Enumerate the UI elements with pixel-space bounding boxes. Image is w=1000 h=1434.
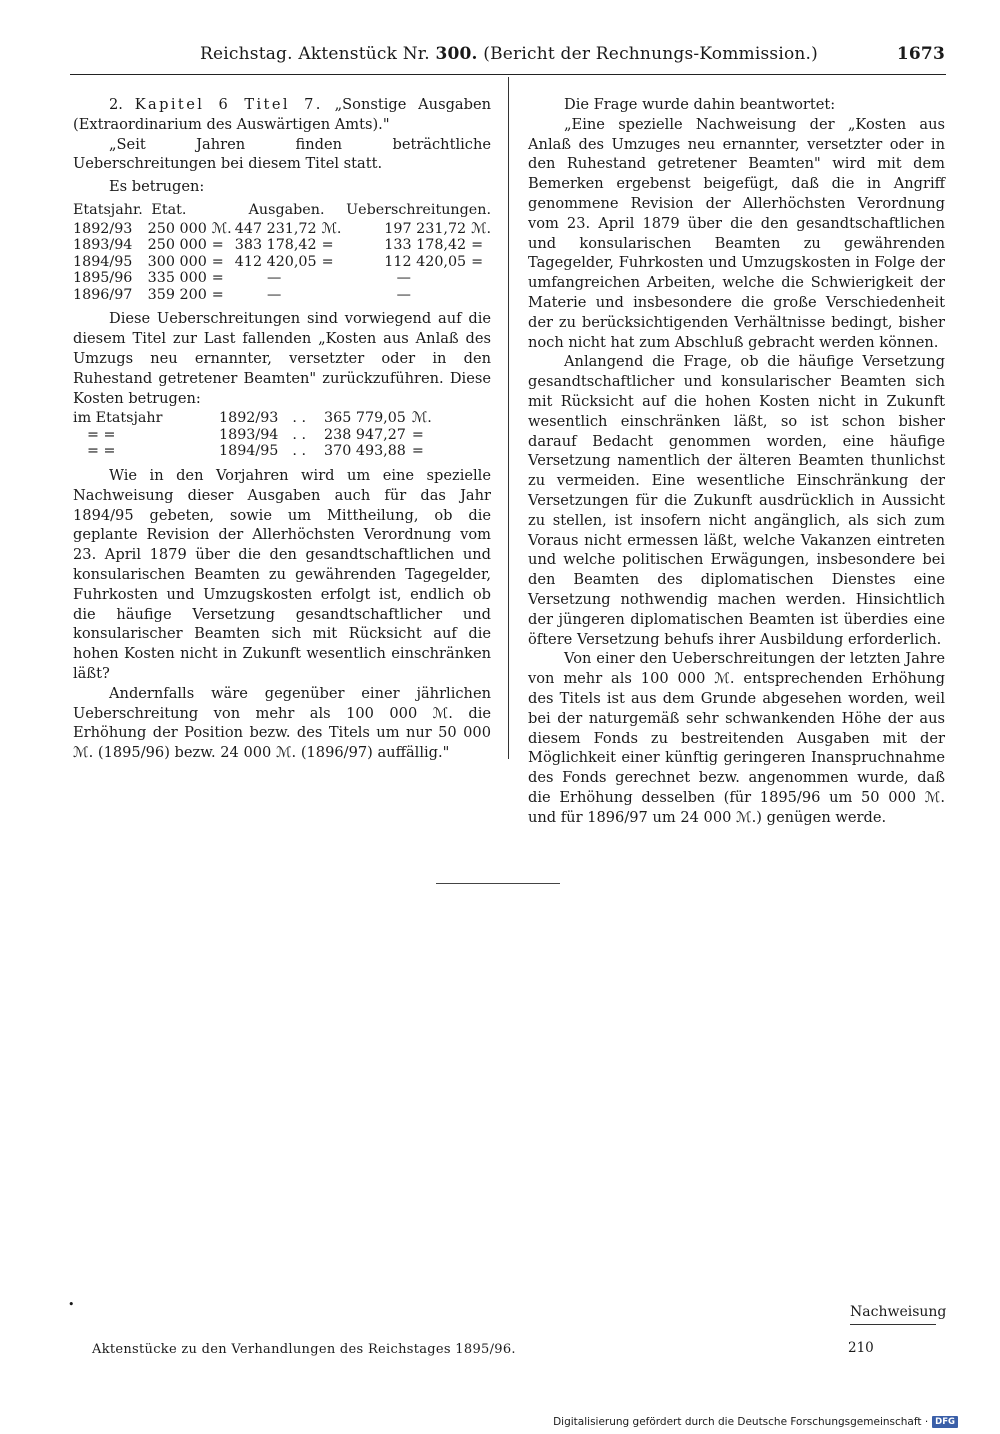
table-cell: = [471,253,484,270]
table-cell: 250 000 [147,237,207,254]
table-cell: = [411,426,424,443]
table-cell: = = [87,443,116,460]
table-cell: — [396,270,411,287]
table-cell: 1894/95 [219,443,279,460]
paragraph: Diese Ueberschreitungen sind vorwiegend auf die diesem Titel zur Last fallenden „Kosten aus Anlaß des Umzugs neu ernannter, versetzter oder in den Ruhestand getretener Beamten" zurückzuführen. Diese Kosten betrugen: [73,310,491,407]
table-cell [466,270,491,287]
table-cell [317,287,342,304]
paragraph: „Eine spezielle Nachweisung der „Kosten aus Anlaß des Umzuges neu ernannter, versetzter oder in den Ruhestand getretener Beamten" wird mit dem Bemerken ergebenst beigefügt, daß die in Angriff genommene Revision der Allerhöchsten Verordnung vom 23. April 1879 über die den gesandtschaftlichen und konsularischen Beamten zu gewährenden Tagegelder, Fuhrkosten und Umzugskosten in Folge der umfangreichen Arbeiten, welche die Schwierigkeit der Materie und insbesondere die große Verschiedenheit der zu berücksichtigenden Verhältnisse bedingt, bisher noch nicht hat zum Abschluß gebracht werden können. [528,115,945,351]
chapter-title: Kapitel 6 Titel 7. [134,96,323,113]
table-cell: = = [87,426,116,443]
running-title [200,44,818,64]
table-cell: . . [292,443,307,460]
paragraph: Von einer den Ueberschreitungen der letzten Jahre von mehr als 100 000 ℳ. entsprechenden Erhöhung des Titels ist aus dem Grunde abgesehen worden, weil bei der naturgemäß sehr schwankenden Höhe der aus diesem Fonds zu bestreitenden Ausgaben mit der Möglichkeit einer künftig geringeren Inanspruchnahme des Fonds gerechnet bezw. angenommen wurde, daß die Erhöhung desselben (für 1895/96 um 50 000 ℳ. und für 1896/97 um 24 000 ℳ.) genügen werde. [528,650,945,826]
table-cell: 238 947,27 [324,426,406,443]
table-cell: 1894/95 [73,253,133,270]
credit-text: Digitalisierung gefördert durch die Deutsche Forschungsgemeinschaft · [553,1416,929,1428]
column-header: Etatsjahr. [73,201,143,218]
section-separator [436,883,560,884]
paragraph: Wie in den Vorjahren wird um eine spezielle Nachweisung dieser Ausgaben auch für das Jahr 1894/95 gebeten, sowie um Mittheilung, ob die geplante Revision der Allerhöchsten Verordnung vom 23. April 1879 über die den gesandtschaftlichen und konsularischen Beamten zu gewährenden Tagegelder, Fuhrkosten und Umzugskosten erfolgt ist, endlich ob die häufige Versetzung gesandtschaftlicher und konsularischer Beamten sich mit Rücksicht auf die hohen Kosten nicht in Zukunft wesentlich einschränken läßt? [73,466,491,682]
table-cell: = [211,286,224,303]
page-number: 1673 [896,44,945,64]
table-cell: = [321,237,334,254]
dfg-logo-icon: DFG [932,1416,958,1428]
expenditure-table [73,199,491,304]
table-cell: 133 178,42 [384,237,467,254]
table-row [73,410,436,427]
table-cell: im Etatsjahr [73,410,163,427]
table-cell: . . [292,410,307,427]
catchword-underline [850,1324,936,1325]
table-cell: 412 420,05 [234,253,317,270]
table-cell: = [411,443,424,460]
table-row [73,270,491,287]
table-cell: 1893/94 [219,426,279,443]
table-cell: = [211,253,224,270]
table-cell: — [396,286,411,303]
table-cell: 447 231,72 [234,220,317,237]
right-column [528,95,945,827]
table-cell: 1892/93 [73,220,133,237]
table-cell: 112 420,05 [384,253,467,270]
paragraph: Anlangend die Frage, ob die häufige Versetzung gesandtschaftlicher und konsularischer Beamten sich mit Rücksicht auf die hohen Kosten nicht in Zukunft wesentlich einschränken läßt, so ist schon bisher darauf Bedacht genommen worden, eine häufige Versetzung namentlich der älteren Beamten thunlichst zu vermeiden. Eine wesentliche Einschränkung der Versetzungen für die Zukunft ausdrücklich in Aussicht zu stellen, ist insofern nicht angänglich, als sich zum Voraus nicht ermessen läßt, welche Vakanzen eintreten und welche politischen Erwägungen, insbesondere bei den Beamten des diplomatischen Dienstes eine Versetzung nothwendig machen werden. Hinsichtlich der jüngeren diplomatischen Beamten ist überdies eine öftere Versetzung behufs ihrer Ausbildung erforderlich. [528,353,945,648]
table-cell [466,287,491,304]
table-row [73,443,436,460]
table-cell: = [471,237,484,254]
table-header-row [73,199,491,221]
left-column [73,95,491,763]
page-header [200,44,945,72]
column-divider [508,77,509,759]
footer-sheet-number: 210 [848,1340,874,1356]
table-cell: 250 000 [147,220,207,237]
table-cell: = [211,237,224,254]
table-cell: 1893/94 [73,237,133,254]
table-cell: 335 000 [147,270,207,287]
table-cell: — [266,270,282,287]
document-number: 300. [435,44,478,64]
title-prefix: Reichstag. Aktenstück Nr. [200,44,436,64]
table-cell: = [321,253,334,270]
table-cell: ℳ. [471,220,491,237]
table-cell: — [266,286,282,303]
paragraph: Es betrugen: [109,178,205,196]
footer-source: Aktenstücke zu den Verhandlungen des Reichstages 1895/96. [92,1342,516,1357]
table-cell: 300 000 [147,253,207,270]
table-cell: ℳ. [321,220,342,237]
moving-costs-table [73,410,436,460]
table-row [73,254,491,271]
table-cell: 383 178,42 [234,237,317,254]
paragraph: „Seit Jahren finden beträchtliche Ueberschreitungen bei diesem Titel statt. [73,135,491,173]
table-row [73,287,491,304]
title-suffix: (Bericht der Rechnungs-Kommission.) [477,44,818,64]
column-header: Ausgaben. [248,201,325,218]
table-cell: 1895/96 [73,270,133,287]
catchword: Nachweisung [850,1304,947,1320]
section-heading [73,95,491,135]
table-cell: 370 493,88 [324,443,406,460]
table-row [73,221,491,238]
table-cell: 365 779,05 [324,410,406,427]
paragraph: Andernfalls wäre gegenüber einer jährlichen Ueberschreitung von mehr als 100 000 ℳ. die Erhöhung der Position bezw. des Titels um nur 50 000 ℳ. (1895/96) bezw. 24 000 ℳ. (1896/97) auffällig." [73,684,491,762]
table-cell: 359 200 [147,286,207,303]
table-row [73,237,491,254]
paragraph: Die Frage wurde dahin beantwortet: [564,96,836,113]
table-cell: . . [292,426,307,443]
table-cell: = [211,270,224,287]
digitization-credit [553,1414,958,1430]
stray-mark: • [68,1298,75,1311]
column-header: Ueberschreitungen. [346,201,491,218]
section-title: „Sonstige Ausgaben (Extraordinarium des Auswärtigen Amts)." [73,96,491,133]
table-cell: 1896/97 [73,286,133,303]
table-cell: ℳ. [411,410,432,427]
table-row [73,427,436,444]
section-number: 2. [109,96,135,113]
table-cell: ℳ. [211,220,232,237]
column-header: Etat. [151,201,187,218]
table-cell [317,270,342,287]
table-cell: 1892/93 [219,410,279,427]
table-cell: 197 231,72 [384,220,467,237]
header-rule [70,74,946,75]
